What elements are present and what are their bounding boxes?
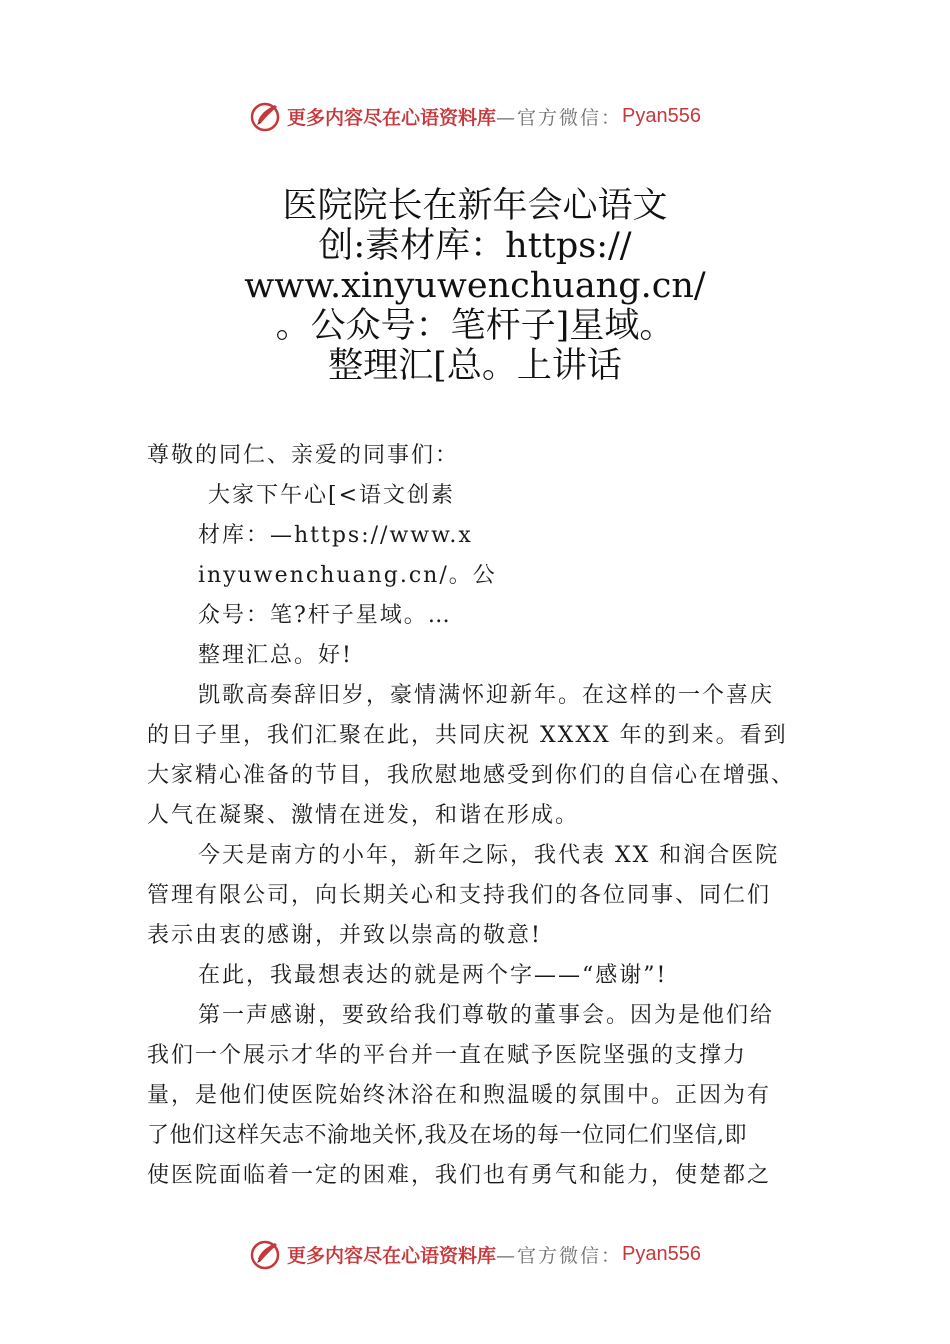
paragraph-line: 了他们这样矢志不渝地关怀,我及在场的每一位同仁们坚信,即 — [147, 1123, 747, 1148]
title-line: 创:素材库：https:// — [318, 226, 632, 266]
footer-banner — [0, 1234, 950, 1274]
paragraph-line: 量，是他们使医院始终沐浴在和煦温暖的氛围中。正因为有 — [147, 1083, 772, 1108]
paragraph-line: 凯歌高奏辞旧岁，豪情满怀迎新年。在这样的一个喜庆 — [198, 683, 775, 708]
banner-wechat-id: Pyan556 — [622, 104, 701, 127]
paragraph-line: 使医院面临着一定的困难，我们也有勇气和能力，使楚都之 — [147, 1163, 772, 1188]
intro-line: 整理汇总。好! — [198, 643, 353, 668]
paragraph-line: 今天是南方的小年，新年之际，我代表 XX 和润合医院 — [198, 843, 780, 868]
intro-line: 材库：—https://www.x — [198, 523, 473, 548]
pen-logo-icon — [249, 99, 283, 133]
paragraph-line: 的日子里，我们汇聚在此，共同庆祝 XXXX 年的到来。看到 — [147, 723, 788, 748]
intro-line: 大家下午心[<语文创素 — [208, 483, 456, 508]
paragraph-line: 管理有限公司，向长期关心和支持我们的各位同事、同仁们 — [147, 883, 772, 908]
banner-text-main: 更多内容尽在心语资料库 — [287, 1244, 497, 1267]
title-line: 整理汇[总。上讲话 — [328, 346, 622, 386]
title-line: 医院院长在新年会心语文 — [282, 186, 668, 226]
title-line: 。公众号：笔杆子]星域。 — [275, 306, 675, 346]
paragraph-line: 人气在凝聚、激情在迸发，和谐在形成。 — [147, 803, 580, 828]
banner-text-wechat: —官方微信： — [496, 106, 623, 129]
intro-line: 众号：笔?杆子星域。… — [198, 603, 452, 628]
paragraph-line: 我们一个展示才华的平台并一直在赋予医院坚强的支撑力 — [147, 1043, 748, 1068]
greeting: 尊敬的同仁、亲爱的同事们： — [147, 443, 460, 468]
paragraph-line: 第一声感谢，要致给我们尊敬的董事会。因为是他们给 — [198, 1003, 775, 1028]
title-line: www.xinyuwenchuang.cn/ — [244, 266, 706, 306]
paragraph-line: 大家精心准备的节目，我欣慰地感受到你们的自信心在增强、 — [147, 763, 796, 788]
document-title — [150, 186, 800, 386]
intro-line: inyuwenchuang.cn/。公 — [198, 563, 497, 588]
banner-text-main: 更多内容尽在心语资料库 — [287, 106, 497, 129]
paragraph-line: 表示由衷的感谢，并致以崇高的敬意! — [147, 923, 542, 948]
pen-logo-icon — [249, 1237, 283, 1271]
banner-text-wechat: —官方微信： — [496, 1244, 623, 1267]
paragraph-line: 在此，我最想表达的就是两个字——“感谢”! — [198, 963, 668, 988]
banner-wechat-id: Pyan556 — [622, 1242, 701, 1265]
header-banner — [0, 96, 950, 136]
document-body — [147, 436, 807, 1196]
